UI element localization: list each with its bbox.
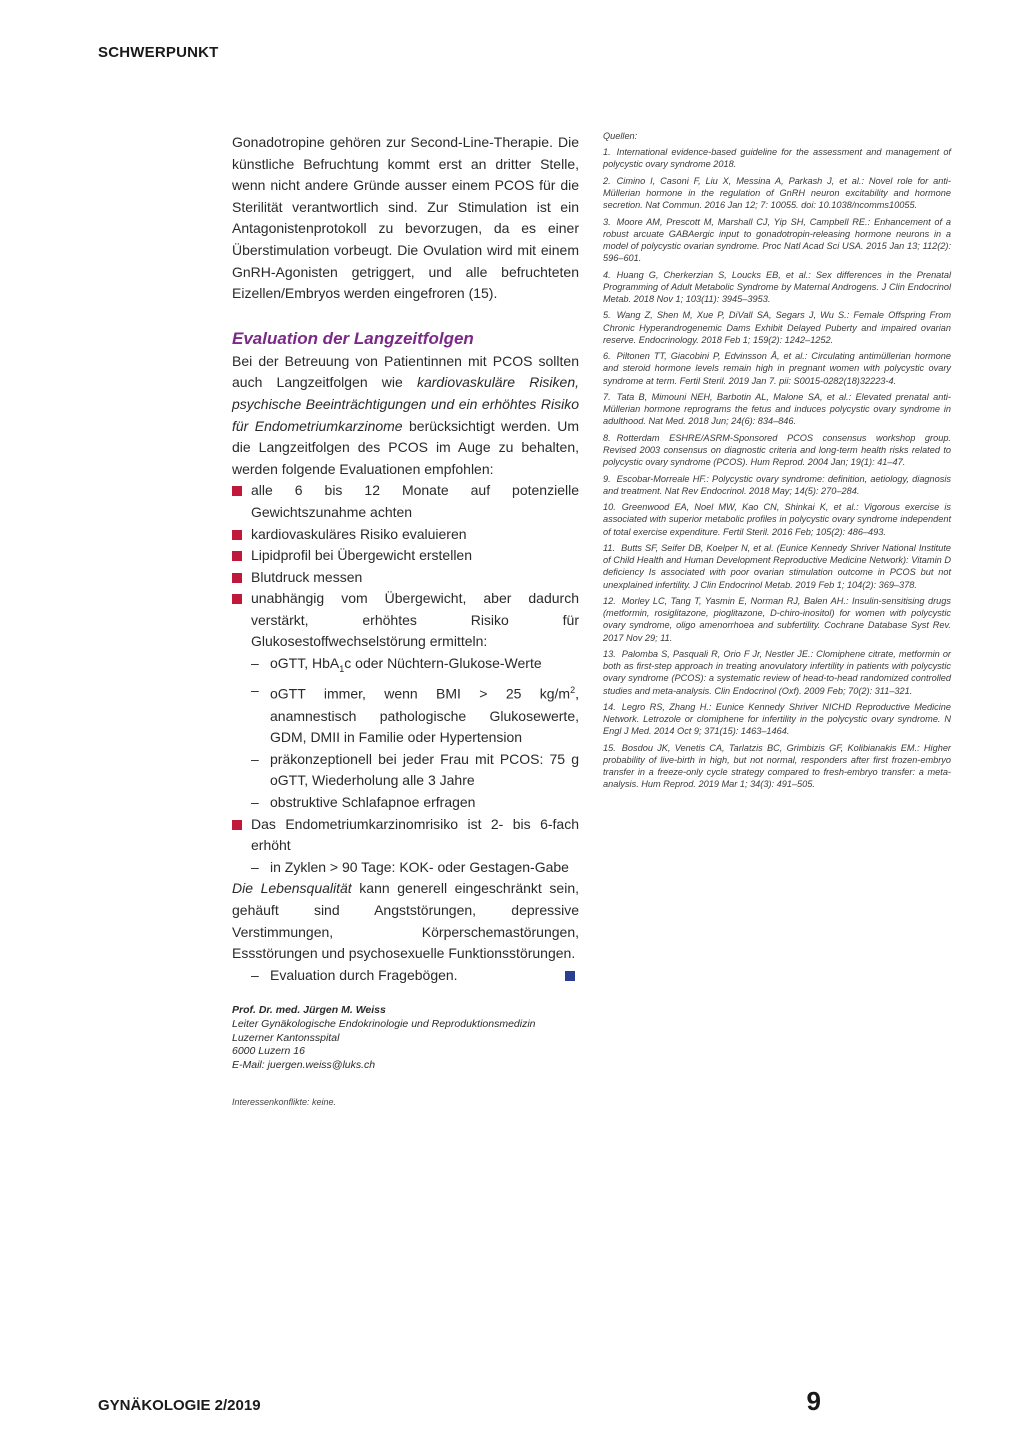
square-bullet-icon [232, 486, 242, 496]
list-item-text: Das Endometriumkarzinomrisiko ist 2- bis 6-fach erhöht [251, 815, 579, 854]
sublist-item [232, 749, 579, 792]
list-item [232, 814, 579, 857]
reference-number: 8. [603, 432, 611, 443]
paragraph-text-end: berücksichtigt werden. Um die Langzeitfolgen des PCOS im Auge zu behalten, werden folgende Evaluationen empfohlen: [232, 417, 580, 477]
reference-text: Greenwood EA, Noel MW, Kao CN, Shinkai K, et al.: Vigorous exercise is associated with superior metabolic profiles in polycystic ovary syndrome independent of total exercise expenditure. Fertil Steril. 2016 Feb; 105(2): 486–493. [603, 502, 951, 537]
reference-number: 3. [603, 216, 611, 227]
page-number: 9 [806, 1386, 821, 1416]
reference-item [603, 542, 951, 591]
paragraph-text-start: Bei der Betreuung von Patientinnen mit PCOS sollten auch Langzeitfolgen wie [232, 352, 579, 391]
author-name: Prof. Dr. med. Jürgen M. Weiss [232, 1004, 386, 1017]
sublist-item [232, 792, 579, 814]
list-item-text: kardiovaskuläres Risiko evaluieren [251, 525, 467, 542]
list-item [232, 588, 579, 813]
reference-item [603, 146, 951, 170]
section-paragraph [232, 351, 579, 481]
paragraph-emphasis: kardiovaskuläre Risiken, psychische Beeinträchtigungen und ein erhöhtes Risiko für Endometriumkarzinome [232, 374, 580, 434]
intro-paragraph: Gonadotropine gehören zur Second-Line-Therapie. Die künstliche Befruchtung kommt erst an dritter Stelle, wenn nicht andere Gründe ausser einem PCOS für die Sterilität verantwortlich sind. Zur Stimulation ist ein Antagonistenprotokoll zu bevorzugen, da es einer Überstimulation vorbeugt. Die Ovulation wird mit einem GnRH-Agonisten getriggert, und alle befruchteten Eizellen/Embryos werden eingefroren (15). [232, 134, 579, 302]
section-heading: Evaluation der Langzeitfolgen [232, 328, 474, 348]
article-end-square-icon [565, 971, 575, 981]
reference-text: Moore AM, Prescott M, Marshall CJ, Yip SH, Campbell RE.: Enhancement of a robust arcuate GABAergic input to gonadotropin-releasing hormone neurons in a model of polycystic ovarian syndrome. Proc Natl Acad Sci USA. 2015 Jan 13; 112(2): 596–601. [603, 216, 951, 264]
sublist-text: präkonzeptionell bei jeder Frau mit PCOS: 75 g oGTT, Wiederholung alle 3 Jahre [270, 750, 579, 789]
reference-number: 7. [603, 391, 611, 402]
reference-text: Huang G, Cherkerzian S, Loucks EB, et al.: Sex differences in the Prenatal Programming of Adult Metabolic Syndrome by Maternal Androgens. J Clin Endocrinol Metab. 2018 Nov 1; 103(11): 3945–3953. [603, 269, 951, 304]
reference-item [603, 309, 951, 346]
reference-number: 5. [603, 310, 611, 321]
square-bullet-icon [232, 551, 242, 561]
questionnaire-item [232, 965, 579, 987]
journal-issue: GYNÄKOLOGIE 2/2019 [98, 1397, 261, 1414]
dash-marker: – [251, 682, 259, 699]
reference-number: 6. [603, 351, 611, 362]
reference-text: International evidence-based guideline for the assessment and management of polycystic ovary syndrome 2018. [603, 147, 951, 170]
list-item [232, 545, 579, 567]
reference-number: 2. [603, 175, 611, 186]
reference-item [603, 391, 951, 428]
dash-marker: – [251, 750, 259, 767]
reference-number: 12. [603, 595, 616, 606]
cycle-item-text: in Zyklen > 90 Tage: KOK- oder Gestagen-Gabe [270, 858, 569, 875]
reference-text: Escobar-Morreale HF.: Polycystic ovary syndrome: definition, aetiology, diagnosis and treatment. Nat Rev Endocrinol. 2018 May; 14(5): 270–284. [603, 473, 951, 496]
sublist-text: oGTT immer, wenn BMI > 25 kg/m [270, 686, 571, 703]
reference-text: Butts SF, Seifer DB, Koelper N, et al. (Eunice Kennedy Shriver National Institute of Child Health and Human Development Reproductive Medicine Network): Vitamin D deficiency Is associated with poor ovarian stimulation outcome in PCOS but not unexplained infertility. J Clin Endocrinol Metab. 2019 Feb 1; 104(2): 369–378. [603, 542, 951, 590]
reference-item [603, 432, 951, 469]
reference-text: Morley LC, Tang T, Yasmin E, Norman RJ, Balen AH.: Insulin-sensitising drugs (metformin, rosiglitazone, pioglitazone, D-chiro-inositol) for women with polycystic ovary syndrome, oligo amenorrhoea and subfertility. Cochrane Database Syst Rev. 2017 Nov 29; 11. [603, 595, 951, 643]
list-item [232, 524, 579, 546]
reference-item [603, 350, 951, 387]
list-item-text: unabhängig vom Übergewicht, aber dadurch verstärkt, erhöhtes Risiko für Glukosestoffwechselstörung ermitteln: [251, 590, 579, 650]
reference-text: Piltonen TT, Giacobini P, Edvinsson Å, et al.: Circulating antimüllerian hormone and steroid hormone levels remain high in pregnant women with polycystic ovary syndrome at term. Fertil Steril. 2019 Jan 7. pii: S0015-0282(18)32223-4. [603, 351, 951, 386]
author-institution: Luzerner Kantonsspital [232, 1031, 340, 1044]
sublist-text: , anamnestisch pathologische Glukosewerte, GDM, DMII in Familie oder Hypertension [270, 686, 579, 746]
dash-marker: – [251, 966, 259, 983]
reference-text: Bosdou JK, Venetis CA, Tarlatzis BC, Grimbizis GF, Kolibianakis EM.: Higher probability of live-birth in high, but not normal, responders after first frozen-embryo transfer in a freeze-only cycle strategy compared to fresh-embryo transfer: a meta-analysis. Hum Reprod. 2019 Mar 1; 34(3): 491–505. [603, 742, 951, 790]
reference-item [603, 648, 951, 697]
author-position: Leiter Gynäkologische Endokrinologie und Reproduktionsmedizin [232, 1018, 536, 1031]
reference-text: Cimino I, Casoni F, Liu X, Messina A, Parkash J, et al.: Novel role for anti-Müllerian hormone in the regulation of GnRH neuron excitability and hormone secretion. Nat Commun. 2016 Jan 12; 7: 10055. doi: 10.1038/ncomms10055. [603, 175, 951, 211]
references-list [603, 146, 951, 790]
reference-text: Legro RS, Zhang H.: Eunice Kennedy Shriver NICHD Reproductive Medicine Network. Letrozole or clomiphene for infertility in the polycystic ovary syndrome. N Engl J Med. 2014 Oct 9; 371(15): 1463–1464. [603, 701, 951, 737]
reference-number: 14. [603, 701, 616, 712]
glucose-sublist [232, 653, 579, 814]
author-address: 6000 Luzern 16 [232, 1045, 305, 1058]
reference-number: 9. [603, 473, 611, 484]
reference-number: 15. [603, 742, 616, 753]
reference-item [603, 175, 951, 212]
sublist-item [232, 653, 579, 680]
evaluation-list [232, 480, 579, 857]
reference-item [603, 269, 951, 306]
reference-number: 1. [603, 147, 611, 158]
questionnaire-text: Evaluation durch Fragebögen. [270, 966, 458, 983]
reference-number: 11. [603, 542, 616, 553]
dash-marker: – [251, 794, 259, 811]
reference-text: Palomba S, Pasquali R, Orio F Jr, Nestler JE.: Clomiphene citrate, metformin or both as first-step approach in treating anovulatory infertility in patients with polycystic ovary syndrome (PCOS): a systematic review of head-to-head randomized controlled studies and meta-analysis. Clin Endocrinol (Oxf). 2009 Feb; 70(2): 311–321. [603, 648, 951, 696]
square-bullet-icon [232, 820, 242, 830]
reference-item [603, 473, 951, 497]
subscript-text: 1 [339, 663, 345, 674]
dash-marker: – [251, 655, 259, 672]
reference-text: Wang Z, Shen M, Xue P, DiVall SA, Segars J, Wu S.: Female Offspring From Chronic Hyperandrogenemic Dams Exhibit Delayed Puberty and impaired ovarian reserve. Endocrinology. 2018 Feb 1; 159(2): 1242–1252. [603, 310, 951, 345]
square-bullet-icon [232, 594, 242, 604]
section-header: SCHWERPUNKT [98, 44, 219, 61]
reference-item [603, 501, 951, 538]
conflict-of-interest: Interessenkonflikte: keine. [232, 1097, 337, 1108]
list-item-text: Lipidprofil bei Übergewicht erstellen [251, 547, 473, 564]
sublist-text: c oder Nüchtern-Glukose-Werte [344, 655, 542, 672]
reference-text: Tata B, Mimouni NEH, Barbotin AL, Malone SA, et al.: Elevated prenatal anti-Müllerian hormone reprograms the fetus and induces polycystic ovary syndrome in adulthood. Nat Med. 2018 Jun; 24(6): 834–846. [603, 391, 951, 427]
sublist-text: oGTT, HbA [270, 655, 340, 672]
cycle-item [232, 857, 579, 879]
reference-item [603, 216, 951, 265]
reference-number: 4. [603, 269, 611, 280]
list-item-text: alle 6 bis 12 Monate auf potenzielle Gewichtszunahme achten [251, 482, 579, 520]
quality-paragraph [232, 878, 579, 964]
square-bullet-icon [232, 530, 242, 540]
sublist-text: obstruktive Schlafapnoe erfragen [270, 794, 476, 811]
quality-emphasis: Die Lebensqualität [232, 880, 352, 897]
list-item [232, 567, 579, 589]
dash-marker: – [251, 858, 259, 875]
quality-text: kann generell eingeschränkt sein, gehäuft sind Angststörungen, depressive Verstimmungen, Körperschemastörungen, Essstörungen und psychosexuelle Funktionsstörungen. [232, 880, 579, 962]
superscript-text: 2 [570, 685, 576, 696]
list-item [232, 480, 579, 523]
reference-item [603, 595, 951, 644]
references-title: Quellen: [603, 131, 638, 141]
reference-number: 10. [603, 502, 616, 513]
reference-number: 13. [603, 648, 616, 659]
author-email: E-Mail: juergen.weiss@luks.ch [232, 1058, 376, 1071]
references-column [603, 130, 951, 795]
square-bullet-icon [232, 573, 242, 583]
sublist-item [232, 680, 579, 748]
author-block [232, 1004, 579, 1072]
reference-text: Rotterdam ESHRE/ASRM-Sponsored PCOS consensus workshop group. Revised 2003 consensus on diagnostic criteria and long-term health risks related to polycystic ovary syndrome (PCOS). Hum Reprod. 2004 Jan; 19(1): 41–47. [603, 432, 951, 468]
main-article-column [232, 132, 579, 1114]
reference-item [603, 701, 951, 738]
reference-item [603, 742, 951, 791]
list-item-text: Blutdruck messen [251, 568, 363, 585]
